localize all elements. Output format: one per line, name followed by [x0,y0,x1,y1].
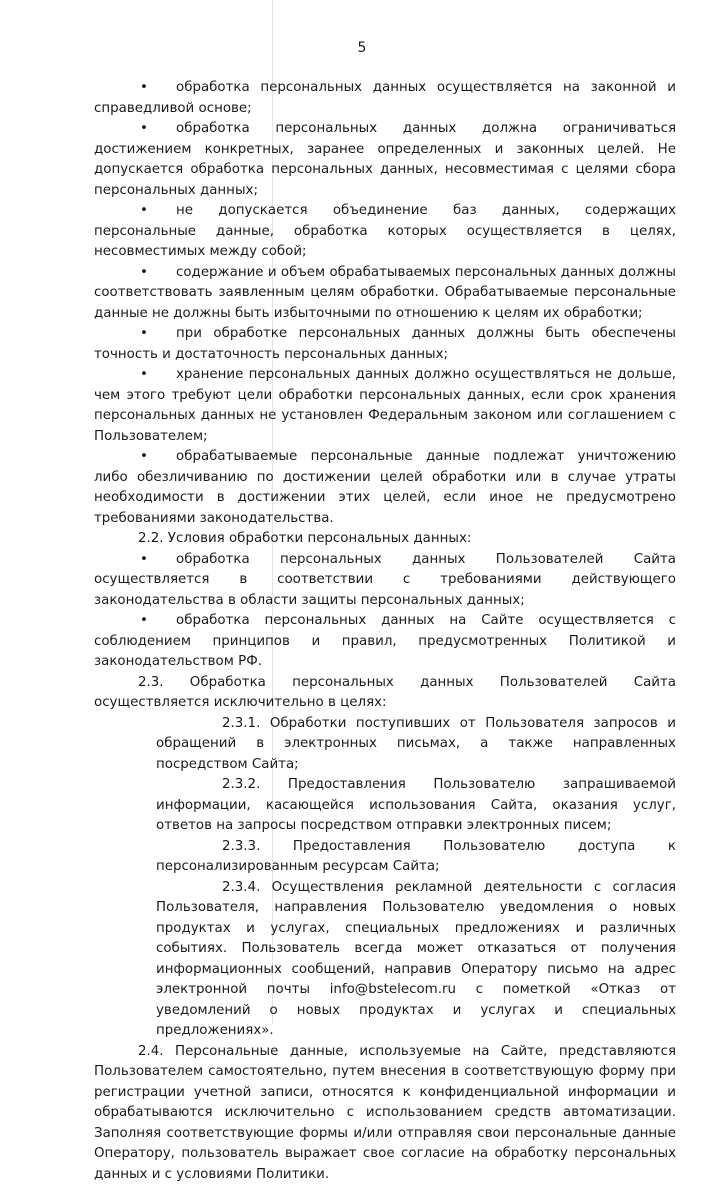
subsection-2-3-2: 2.3.2. Предоставления Пользователю запрашиваемой информации, касающейся использования Сайта, оказания услуг, ответов на запросы посредством отправки электронных писем; [156,775,676,837]
document-body [94,78,676,1185]
list-item: • не допускается объединение баз данных, содержащих персональные данные, обработка которых осуществляется в целях, несовместимых между собой; [94,201,676,263]
page-number: 5 [0,40,724,56]
list-item: • обработка персональных данных должна ограничиваться достижением конкретных, заранее определенных и законных целей. Не допускается обработка персональных данных, несовместимая с целями сбора персональных данных; [94,119,676,201]
bullet-icon: • [140,201,148,222]
bullet-icon: • [140,550,148,571]
list-item: • обработка персональных данных на Сайте осуществляется с соблюдением принципов и правил, предусмотренных Политикой и законодательством РФ. [94,611,676,673]
list-item: • обработка персональных данных осуществляется на законной и справедливой основе; [94,78,676,119]
subsection-2-3-1: 2.3.1. Обработки поступивших от Пользователя запросов и обращений в электронных письмах, а также направленных посредством Сайта; [156,714,676,776]
list-item: • обработка персональных данных Пользователей Сайта осуществляется в соответствии с требованиями действующего законодательства в области защиты персональных данных; [94,550,676,612]
purposes-list [94,714,676,1042]
bullet-icon: • [140,447,148,468]
list-item: • содержание и объем обрабатываемых персональных данных должны соответствовать заявленным целям обработки. Обрабатываемые персональные данные не должны быть избыточными по отношению к целям их обработки; [94,263,676,325]
list-item: • при обработке персональных данных должны быть обеспечены точность и достаточность персональных данных; [94,324,676,365]
bullet-icon: • [140,263,148,284]
bullet-icon: • [140,611,148,632]
subsection-2-3-3: 2.3.3. Предоставления Пользователю доступа к персонализированным ресурсам Сайта; [156,837,676,878]
bullet-icon: • [140,78,148,99]
subsection-2-3-4: 2.3.4. Осуществления рекламной деятельности с согласия Пользователя, направления Пользователю уведомления о новых продуктах и услугах, специальных предложениях и различных событиях. Пользователь всегда может отказаться от получения информационных сообщений, направив Оператору письмо на адрес электронной почты info@bstelecom.ru с пометкой «Отказ от уведомлений о новых продуктах и услугах и специальных предложениях». [156,878,676,1042]
list-item: • обрабатываемые персональные данные подлежат уничтожению либо обезличиванию по достижении целей обработки или в случае утраты необходимости в достижении этих целей, если иное не предусмотрено требованиями законодательства. [94,447,676,529]
bullet-icon: • [140,324,148,345]
section-2-3-heading: 2.3. Обработка персональных данных Пользователей Сайта осуществляется исключительно в целях: [94,673,676,714]
list-item: • хранение персональных данных должно осуществляться не дольше, чем этого требуют цели обработки персональных данных, если срок хранения персональных данных не установлен Федеральным законом или соглашением с Пользователем; [94,365,676,447]
bullet-icon: • [140,119,148,140]
section-2-4-paragraph: 2.4. Персональные данные, используемые на Сайте, представляются Пользователем самостоятельно, путем внесения в соответствующую форму при регистрации учетной записи, относятся к конфиденциальной информации и обрабатываются исключительно с использованием средств автоматизации. Заполняя соответствующие формы и/или отправляя свои персональные данные Оператору, пользователь выражает свое согласие на обработку персональных данных и с условиями Политики. [94,1042,676,1185]
principles-list [94,78,676,529]
section-2-2-heading: 2.2. Условия обработки персональных данных: [94,529,676,550]
bullet-icon: • [140,365,148,386]
conditions-list [94,550,676,673]
